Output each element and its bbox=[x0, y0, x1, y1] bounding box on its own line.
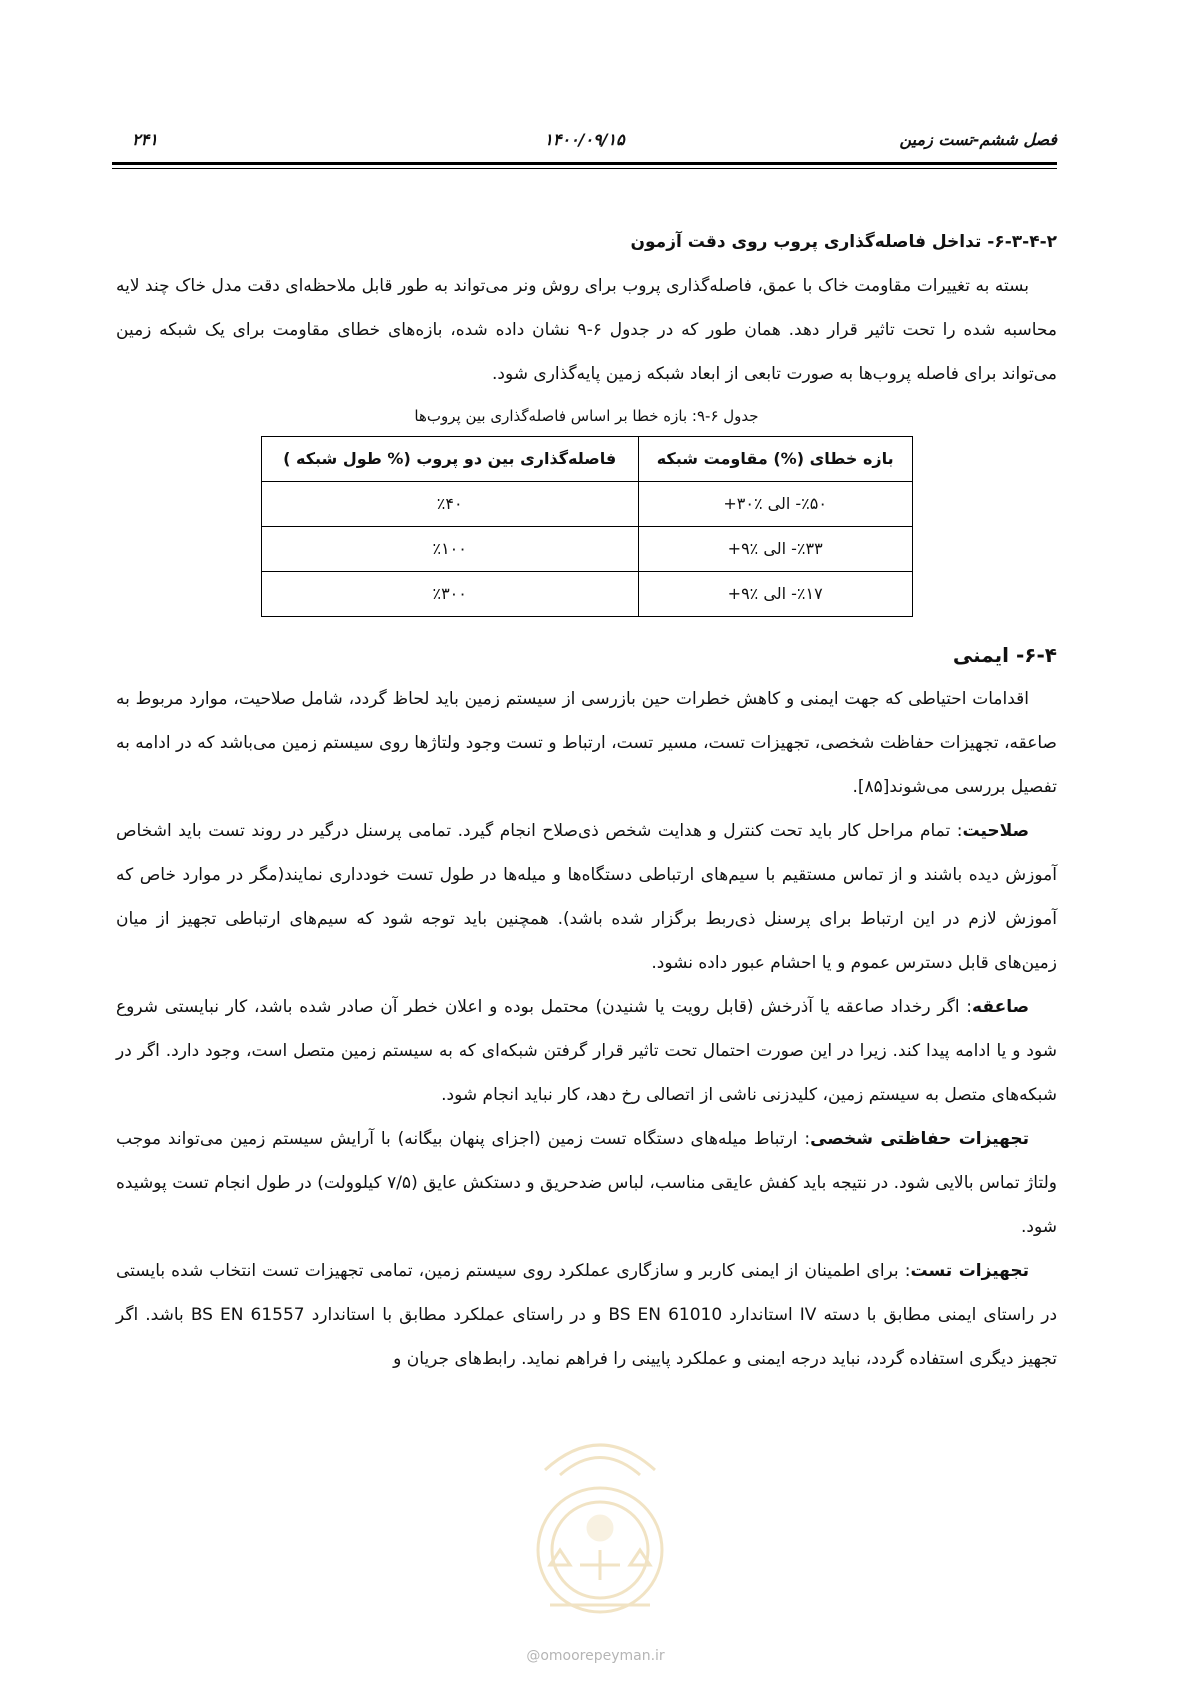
subsection-heading: ۶-۳-۴-۲- تداخل فاصله‌گذاری پروب روی دقت آزمون bbox=[630, 232, 1057, 252]
safety-term: صاعقه bbox=[972, 997, 1029, 1017]
page-number: ۲۴۱ bbox=[132, 130, 158, 149]
section-intro: اقدامات احتیاطی که جهت ایمنی و کاهش خطرات حین بازرسی از سیستم زمین باید لحاظ گردد، شامل صلاحیت، موارد مربوط به صاعقه، تجهیزات حفاظت شخصی، تجهیزات تست، مسیر تست، ارتباط و تست وجود ولتاژها روی سیستم زمین می‌باشد که در ادامه به تفصیل بررسی می‌شوند[۸۵]. bbox=[116, 689, 1057, 797]
spacer bbox=[116, 617, 1057, 633]
safety-item bbox=[116, 1249, 1057, 1381]
safety-item bbox=[116, 809, 1057, 985]
safety-item bbox=[116, 985, 1057, 1117]
safety-item bbox=[116, 1117, 1057, 1249]
table-cell: ٪۱۷- الی ٪۹+ bbox=[638, 572, 912, 617]
table-cell: ٪۳۳- الی ٪۹+ bbox=[638, 527, 912, 572]
safety-term: صلاحیت bbox=[962, 821, 1029, 841]
table-cell: ٪۴۰ bbox=[261, 482, 638, 527]
table-caption: جدول ۶-۹: بازه خطا بر اساس فاصله‌گذاری بین پروب‌ها bbox=[414, 407, 759, 425]
header-rule-thin bbox=[112, 168, 1057, 169]
table-cell: ٪۳۰۰ bbox=[261, 572, 638, 617]
header-rule bbox=[112, 162, 1057, 165]
table-header-cell: فاصله‌گذاری بین دو پروب (% طول شبکه ) bbox=[261, 437, 638, 482]
safety-term: تجهیزات حفاظتی شخصی bbox=[810, 1129, 1030, 1149]
watermark-logo bbox=[505, 1400, 695, 1630]
table-header-cell: بازه خطای (%) مقاومت شبکه bbox=[638, 437, 912, 482]
section-heading: ۶-۴- ایمنی bbox=[952, 643, 1057, 667]
table-row bbox=[261, 572, 912, 617]
safety-term: تجهیزات تست bbox=[910, 1261, 1029, 1281]
safety-text: : تمام مراحل کار باید تحت کنترل و هدایت شخص ذی‌صلاح انجام گیرد. تمامی پرسنل درگیر در روند تست باید اشخاص آموزش دیده باشند و از تماس مستقیم با سیم‌های ارتباطی دستگاه‌ها و میله‌ها در طول تست خودداری نمایند(مگر در موارد خاص که آموزش لازم در این ارتباط برای پرسنل ذی‌ربط برگزار شده باشد). همچنین باید توجه شود که سیم‌های ارتباطی تجهیز از میان زمین‌های قابل دسترس عموم و یا احشام عبور داده نشود. bbox=[116, 821, 1057, 973]
table-header-row bbox=[261, 437, 912, 482]
error-range-table bbox=[261, 436, 913, 617]
header-date: ۱۴۰۰/۰۹/۱۵ bbox=[544, 130, 625, 149]
safety-text: : برای اطمینان از ایمنی کاربر و سازگاری عملکرد روی سیستم زمین، تمامی تجهیزات تست انتخاب شده بایستی در راستای ایمنی مطابق با دسته IV استاندارد BS EN 61010 و در راستای عملکرد مطابق با استاندارد BS EN 61557 باشد. اگر تجهیز دیگری استفاده گردد، نباید درجه ایمنی و عملکرد پایینی را فراهم نماید. رابط‌های جریان و bbox=[116, 1261, 1058, 1369]
safety-text: : ارتباط میله‌های دستگاه تست زمین (اجزای پنهان بیگانه) با آرایش سیستم زمین می‌تواند موجب ولتاژ تماس بالایی شود. در نتیجه باید کفش عایقی مناسب، لباس ضدحریق و دستکش عایق (۷/۵ کیلوولت) در طول انجام تست پوشیده شود. bbox=[116, 1129, 1058, 1237]
table-cell: ٪۵۰- الی ٪۳۰+ bbox=[638, 482, 912, 527]
watermark-url: @omoorepeyman.ir bbox=[526, 1648, 665, 1664]
table-row bbox=[261, 527, 912, 572]
table-cell: ٪۱۰۰ bbox=[261, 527, 638, 572]
page-header bbox=[112, 128, 1057, 168]
document-body bbox=[116, 220, 1057, 1381]
safety-text: : اگر رخداد صاعقه یا آذرخش (قابل رویت یا شنیدن) محتمل بوده و اعلان خطر آن صادر شده باشد، کار نبایستی شروع شود و یا ادامه پیدا کند. زیرا در این صورت احتمال تحت تاثیر قرار گرفتن شبکه‌ای که به سیستم زمین متصل است، وجود دارد. اگر در شبکه‌های متصل به سیستم زمین، کلیدزنی ناشی از اتصالی رخ دهد، کار نباید انجام شود. bbox=[116, 997, 1057, 1105]
subsection-paragraph: بسته به تغییرات مقاومت خاک با عمق، فاصله‌گذاری پروب برای روش ونر می‌تواند به طور قابل ملاحظه‌ای دقت مدل خاک چند لایه محاسبه شده را تحت تاثیر قرار دهد. همان طور که در جدول ۶-۹ نشان داده شده، بازه‌های خطای مقاومت برای یک شبکه زمین می‌تواند برای فاصله پروب‌ها به صورت تابعی از ابعاد شبکه زمین پایه‌گذاری شود. bbox=[116, 276, 1058, 384]
chapter-title: فصل ششم-تست زمین bbox=[899, 130, 1057, 149]
table-row bbox=[261, 482, 912, 527]
